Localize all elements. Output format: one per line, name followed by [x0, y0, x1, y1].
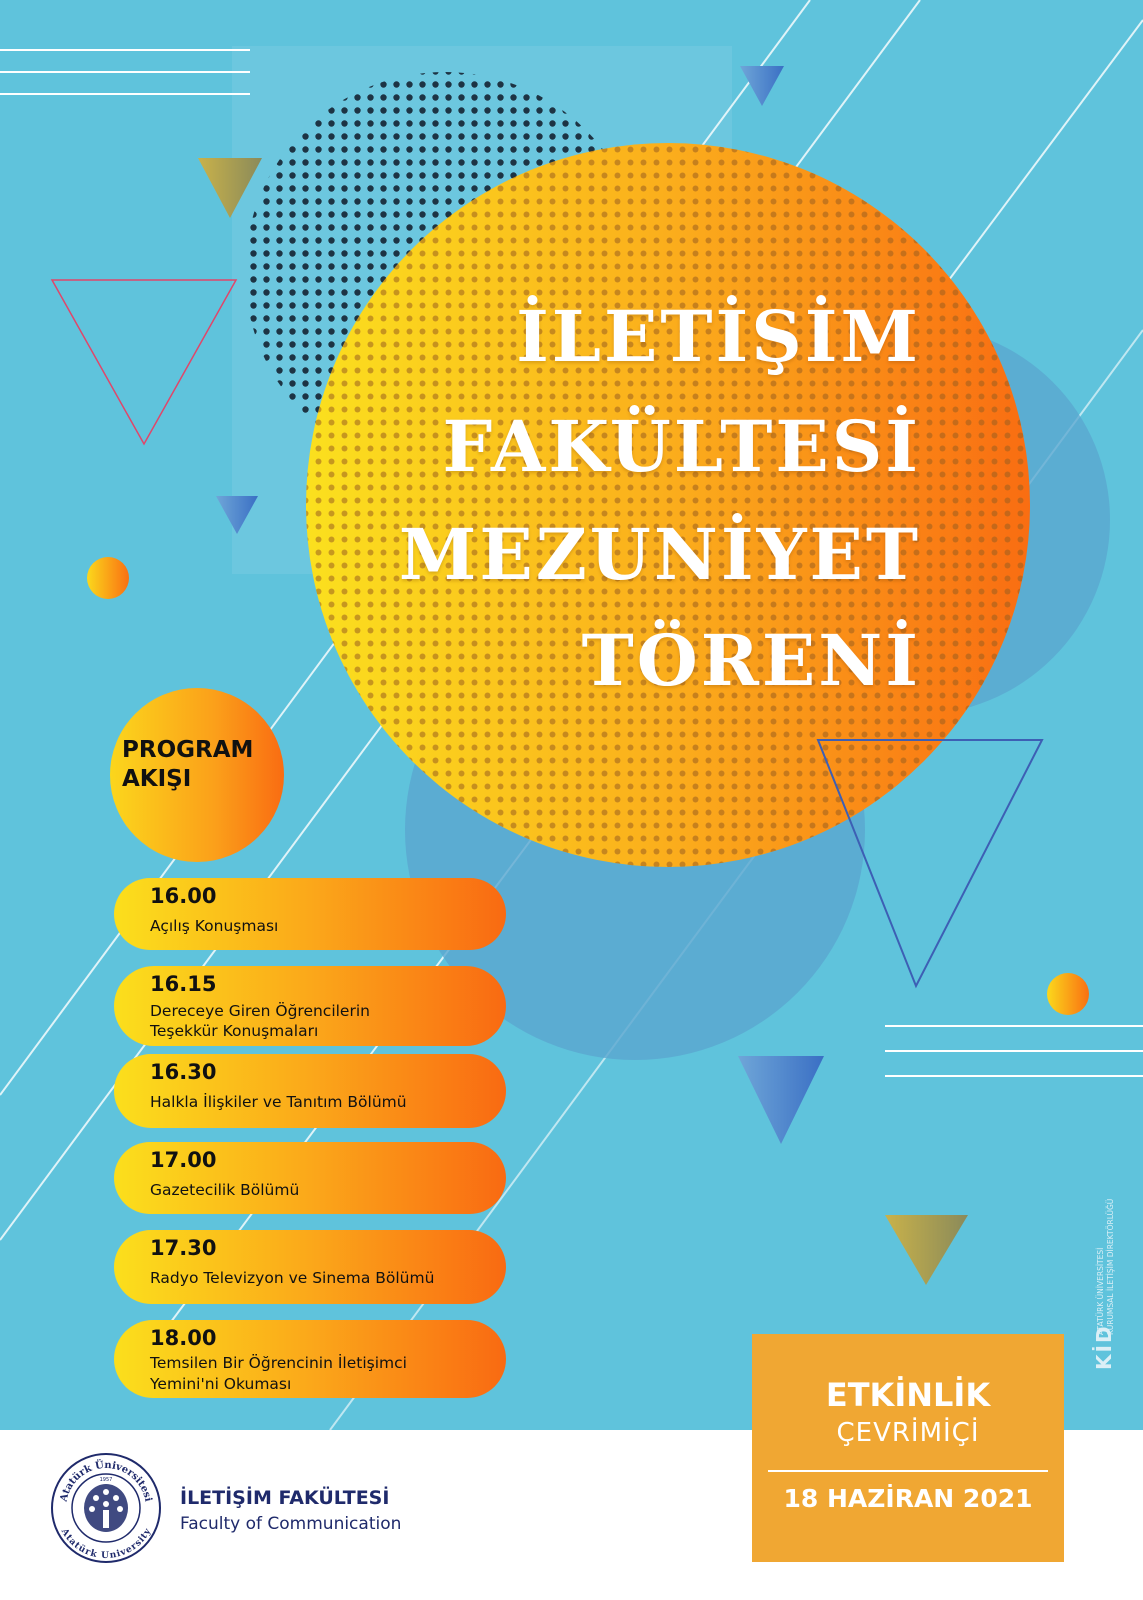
event-mode: ÇEVRİMİÇİ — [836, 1418, 980, 1448]
program-label-line2: AKIŞI — [122, 766, 192, 792]
kid-line-2: KURUMSAL İLETİŞİM DİREKTÖRLÜĞÜ — [1106, 1198, 1115, 1335]
schedule-item — [114, 966, 506, 1046]
peacock-emblem-icon — [84, 1484, 128, 1532]
faculty-name-tr: İLETİŞİM FAKÜLTESİ — [180, 1487, 390, 1509]
schedule-desc: Gazetecilik Bölümü — [150, 1181, 300, 1199]
schedule-desc-line2: Teşekkür Konuşmaları — [150, 1022, 319, 1040]
schedule-desc: Dereceye Giren Öğrencilerin — [150, 1002, 370, 1020]
title-line-2: FAKÜLTESİ — [442, 405, 921, 488]
seal-text-top: Atatürk Üniversitesi — [58, 1459, 154, 1503]
program-label — [122, 736, 253, 794]
schedule-time: 17.00 — [150, 1148, 217, 1172]
schedule-item — [114, 1320, 506, 1398]
kid-logo: KİD — [1092, 1324, 1116, 1370]
program-label-line1: PROGRAM — [122, 737, 254, 763]
event-divider — [768, 1470, 1048, 1472]
title-line-4: TÖRENİ — [581, 619, 921, 702]
kid-line-1: ATATÜRK ÜNİVERSİTESİ — [1096, 1247, 1105, 1335]
program-badge — [110, 688, 284, 862]
schedule-item — [114, 1142, 506, 1214]
schedule-desc: Açılış Konuşması — [150, 917, 279, 935]
schedule-time: 16.15 — [150, 972, 217, 996]
faculty-name-en: Faculty of Communication — [180, 1514, 402, 1534]
schedule-item — [114, 1230, 506, 1304]
schedule-desc: Halkla İlişkiler ve Tanıtım Bölümü — [150, 1093, 407, 1111]
schedule-time: 17.30 — [150, 1236, 217, 1260]
schedule-time: 16.00 — [150, 884, 217, 908]
schedule-item — [114, 878, 506, 950]
seal-text-bottom: Atatürk University — [58, 1527, 154, 1562]
schedule-desc: Temsilen Bir Öğrencinin İletişimci — [150, 1354, 407, 1372]
event-label: ETKİNLİK — [825, 1376, 991, 1414]
event-info-box — [752, 1334, 1064, 1562]
schedule-desc: Radyo Televizyon ve Sinema Bölümü — [150, 1269, 435, 1287]
kid-directorate-text — [1096, 1095, 1116, 1335]
event-date: 18 HAZİRAN 2021 — [783, 1484, 1033, 1513]
university-seal-logo — [50, 1452, 162, 1564]
schedule-desc-line2: Yemini'ni Okuması — [150, 1375, 292, 1393]
schedule-item — [114, 1054, 506, 1128]
title-line-3: MEZUNİYET — [398, 513, 921, 596]
schedule-time: 16.30 — [150, 1060, 217, 1084]
schedule-time: 18.00 — [150, 1326, 217, 1350]
seal-year: 1957 — [99, 1477, 113, 1483]
title-line-1: İLETİŞİM — [516, 295, 921, 378]
